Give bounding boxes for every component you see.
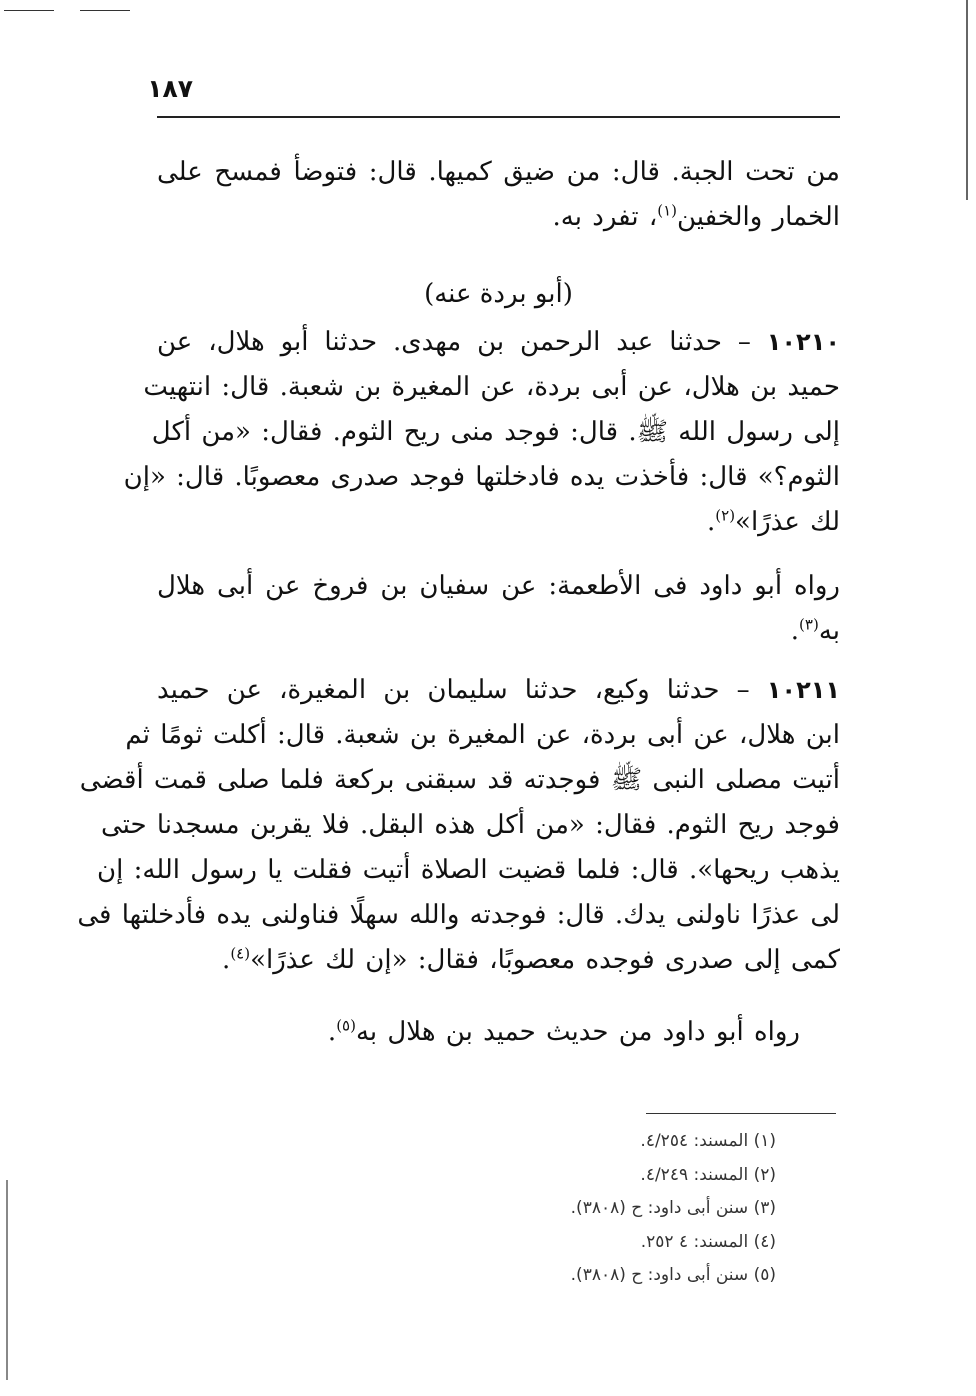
footnote-ref: (١) [657,201,678,220]
footnote: (٣) سنن أبى داود: ح (٣٨٠٨). [570,1198,776,1218]
hadith-number: ١٠٢١٠ [766,328,840,356]
footnote-ref: (٢) [715,506,736,525]
section-heading: (أبو بردة عنه) [424,279,573,309]
text-line [157,320,840,365]
scan-edge-mark [4,10,54,11]
text-fragment: به [818,616,840,646]
text-line: إلى رسول الله ﷺ. قال: فوجد منى ريح الثوم. فقال: «من أكل [151,417,840,447]
paragraph-dawud-1 [157,564,840,654]
page-number: ١٨٧ [147,74,193,103]
hadith-number: ١٠٢١١ [766,676,841,704]
hadith-10210 [123,320,840,545]
text-fragment: ، تفرد به. [552,202,658,232]
text-fragment: لك عذرًا» [735,507,840,537]
text-line [157,195,840,240]
footnotes [376,1125,776,1293]
text-fragment: . [222,945,231,975]
footnote-rule [646,1113,836,1114]
scan-edge-mark [966,0,968,200]
footnote-ref: (٣) [799,615,819,634]
text-line: أتيت مصلى النبى ﷺ فوجدته قد سبقنى بركعة فلما صلى قمت أقضى [79,765,840,795]
footnote-ref: (٥) [336,1016,356,1035]
text-line: فوجد ريح الثوم. فقال: «من أكل هذه البقل. فلا يقربن مسجدنا حتى [100,810,840,840]
hadith-10211 [77,668,841,983]
text-line: لى عذرًا ناولنى يدك. قال: فوجدته والله سهلًا فناولنى يده فأدخلتها فى [77,900,840,930]
text-line: من تحت الجبة. قال: من ضيق كميها. قال: فتوضأ فمسح على [157,157,840,187]
text-line: الثوم؟» قال: فأخذت يده فادخلتها فوجد صدرى معصوبًا. قال: «إن [123,462,840,492]
text-line: حميد بن هلال، عن أبى بردة، عن المغيرة بن شعبة. قال: انتهيت [143,372,840,402]
text-line: رواه أبو داود فى الأطعمة: عن سفيان بن فروخ عن أبى هلال [157,571,840,601]
scan-edge-mark [80,10,130,11]
text-fragment: . [327,1017,337,1047]
paragraph-dawud-2 [157,1010,840,1055]
text-line [157,609,840,654]
text-line [157,668,840,713]
footnote: (٥) سنن أبى داود: ح (٣٨٠٨). [570,1265,776,1285]
text-fragment: . [707,507,716,537]
footnote: (١) المسند: ٤/٢٥٤. [640,1131,776,1151]
text-line [157,1010,800,1055]
header-rule [157,116,840,118]
scan-edge-mark [6,1180,8,1380]
footnote: (٢) المسند: ٤/٢٤٩. [640,1164,776,1185]
text-fragment: الخمار والخفين [677,202,840,232]
text-fragment: – حدثنا عبد الرحمن بن مهدى. حدثنا أبو هلال، عن [157,327,751,357]
footnote-ref: (٤) [230,944,251,963]
text-line [157,500,840,545]
text-fragment: . [790,616,800,646]
text-line: يذهب ريحها». قال: فلما قضيت الصلاة أتيت فقلت يا رسول الله: إن [96,855,840,885]
text-fragment: كمى إلى صدرى فوجده معصوبًا، فقال: «إن لك عذرًا» [250,945,840,975]
text-fragment: – حدثنا وكيع، حدثنا سليمان بن المغيرة، عن حميد [157,675,750,705]
text-fragment: رواه أبو داود من حديث حميد بن هلال به [355,1017,800,1047]
text-line [157,938,840,983]
text-line: ابن هلال، عن أبى بردة، عن المغيرة بن شعبة. قال: أكلت ثومًا ثم [125,720,840,750]
footnote: (٤) المسند: ٤ ٢٥٢. [640,1231,776,1252]
paragraph-continuation [157,150,840,240]
